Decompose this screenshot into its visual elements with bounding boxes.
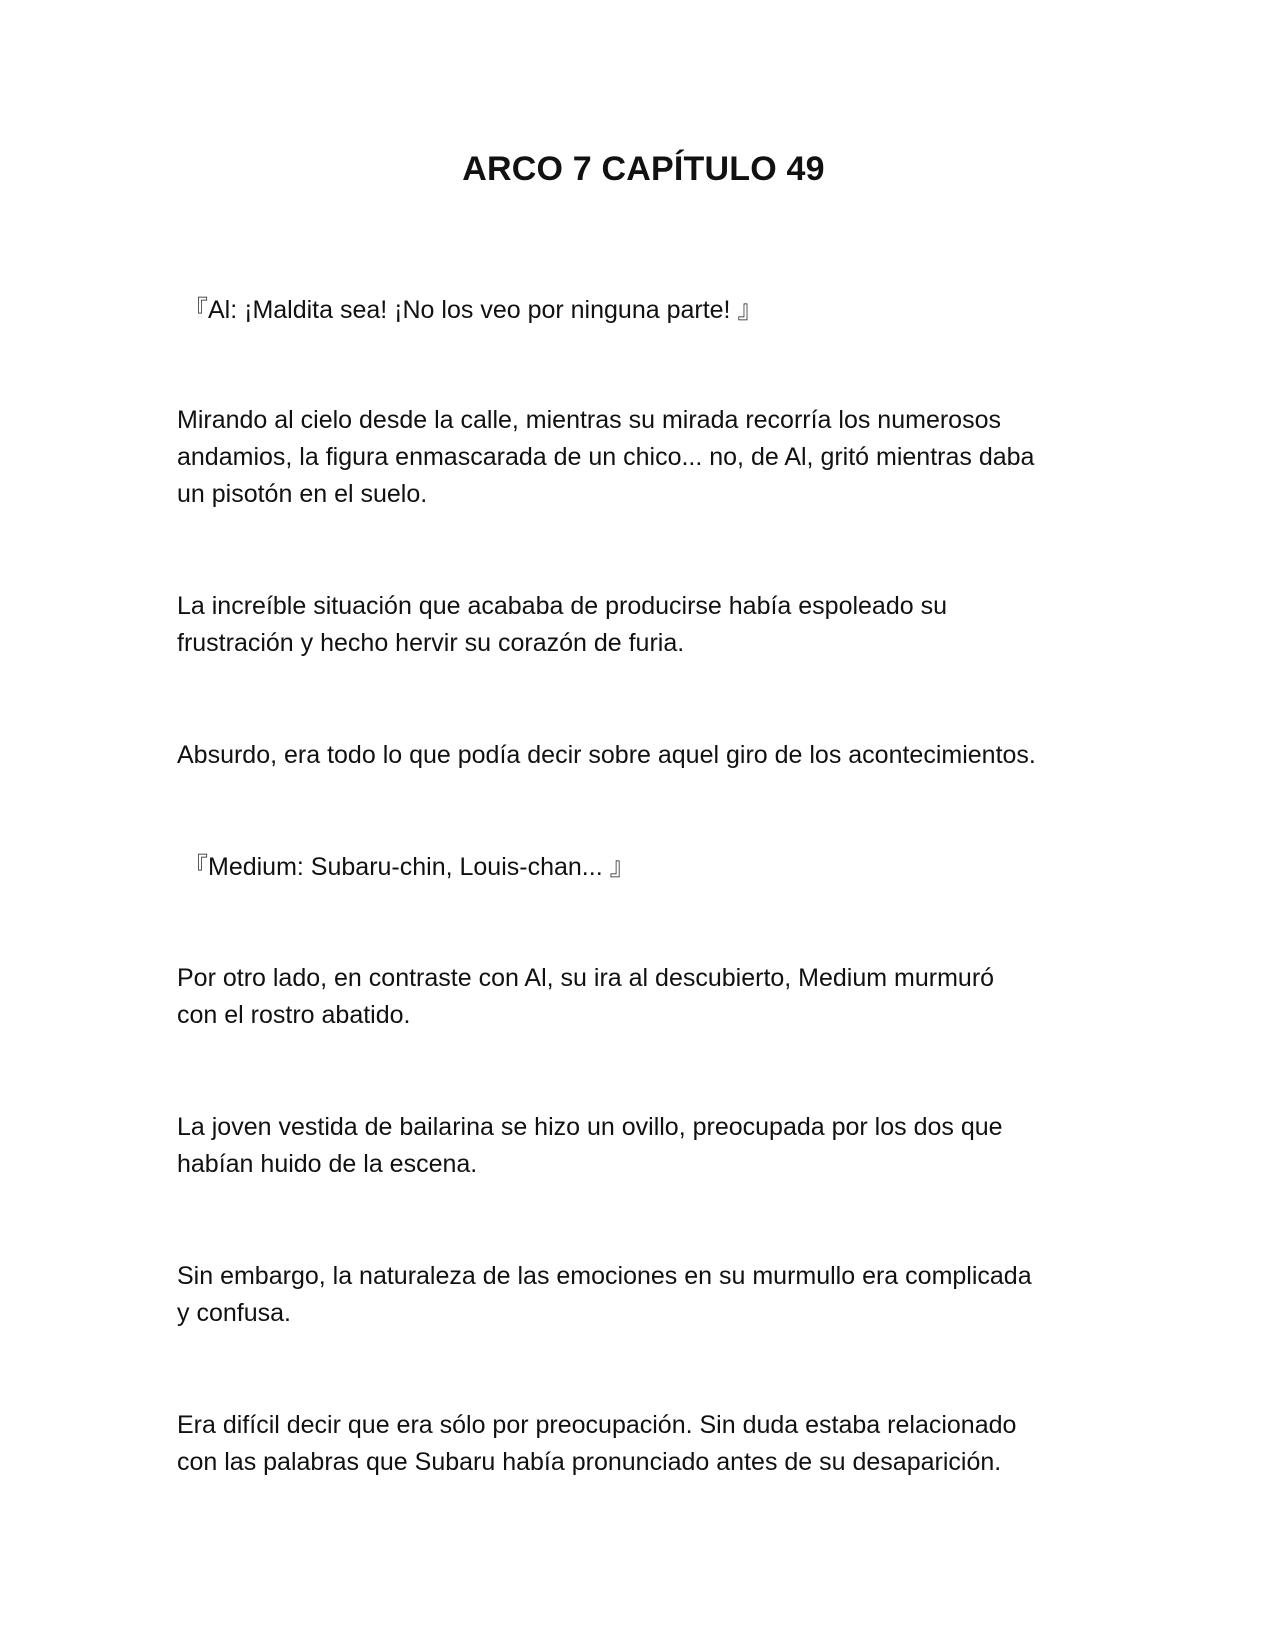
paragraph-narration-3: Absurdo, era todo lo que podía decir sobre aquel giro de los acontecimientos. bbox=[177, 741, 1036, 769]
paragraph-narration-5: La joven vestida de bailarina se hizo un ovillo, preocupada por los dos que habían huido de la escena. bbox=[177, 1113, 1003, 1178]
paragraph-narration-4: Por otro lado, en contraste con Al, su ira al descubierto, Medium murmuró con el rostro abatido. bbox=[177, 964, 995, 1029]
paragraph-narration-6: Sin embargo, la naturaleza de las emociones en su murmullo era complicada y confusa. bbox=[177, 1262, 1032, 1327]
paragraph-narration-2: La increíble situación que acababa de producirse había espoleado su frustración y hecho hervir su corazón de furia. bbox=[177, 592, 947, 657]
chapter-title: ARCO 7 CAPÍTULO 49 bbox=[462, 150, 825, 188]
dialogue-medium: 『Medium: Subaru-chin, Louis-chan... 』 bbox=[183, 853, 635, 881]
paragraph-narration-7: Era difícil decir que era sólo por preocupación. Sin duda estaba relacionado con las palabras que Subaru había pronunciado antes de su desaparición. bbox=[177, 1411, 1017, 1476]
dialogue-al: 『Al: ¡Maldita sea! ¡No los veo por ninguna parte! 』 bbox=[183, 296, 763, 324]
paragraph-narration-1: Mirando al cielo desde la calle, mientras su mirada recorría los numerosos andamios, la figura enmascarada de un chico... no, de Al, gritó mientras daba un pisotón en el suelo. bbox=[177, 406, 1035, 508]
